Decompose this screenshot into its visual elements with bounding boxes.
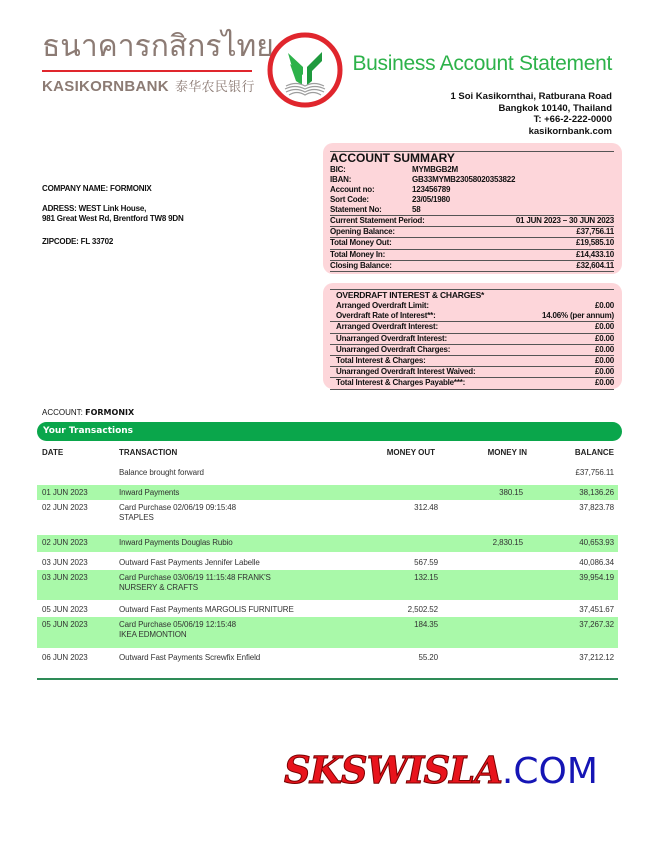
bank-address <box>450 91 612 137</box>
account-summary-content <box>330 151 614 272</box>
transaction-balance: 37,823.78 <box>579 503 614 512</box>
account-label: ACCOUNT: FORMONIX <box>42 408 135 417</box>
transaction-money-out: 312.48 <box>414 503 438 512</box>
account-name: FORMONIX <box>85 408 135 417</box>
transaction-balance: 39,954.19 <box>579 573 614 582</box>
phone-line: T: +66-2-222-0000 <box>533 114 612 126</box>
website-line: kasikornbank.com <box>528 125 612 137</box>
transaction-money-out: 184.35 <box>414 620 438 629</box>
transaction-row <box>37 535 618 552</box>
opening-balance-row: Opening Balance: £37,756.11 <box>330 227 614 238</box>
total-money-in-row: Total Money In: £14,433.10 <box>330 250 614 261</box>
closing-balance-row: Closing Balance: £32,604.11 <box>330 261 614 272</box>
transaction-description <box>119 538 233 548</box>
transaction-date: 05 JUN 2023 <box>42 620 88 629</box>
summary-detail-row: BIC: MYMBGB2M <box>330 165 458 174</box>
transaction-balance: £37,756.11 <box>575 468 614 477</box>
transaction-money-out: 132.15 <box>414 573 438 582</box>
overdraft-title: OVERDRAFT INTEREST & CHARGES* <box>336 290 485 300</box>
summary-detail-row: IBAN: GB33MYMB23058020353822 <box>330 175 516 184</box>
transaction-date: 02 JUN 2023 <box>42 538 88 547</box>
address-line: 1 Soi Kasikornthai, Ratburana Road <box>450 91 612 102</box>
transaction-date: 01 JUN 2023 <box>42 488 88 497</box>
transaction-date: 06 JUN 2023 <box>42 653 88 662</box>
transaction-date: 03 JUN 2023 <box>42 573 88 582</box>
transaction-date: 02 JUN 2023 <box>42 503 88 512</box>
transactions-header-bar <box>37 422 622 441</box>
company-address <box>42 204 184 224</box>
description-line-1: Card Purchase 05/06/19 12:15:48 <box>119 620 236 629</box>
overdraft-row: Unarranged Overdraft Charges: £0.00 <box>330 345 614 356</box>
description-line-1: Inward Payments Douglas Rubio <box>119 538 233 547</box>
overdraft-row: Unarranged Overdraft Interest: £0.00 <box>330 334 614 345</box>
description-line-1: Outward Fast Payments Screwfix Enfield <box>119 653 261 662</box>
logo-divider <box>42 70 252 72</box>
transaction-balance: 38,136.26 <box>579 488 614 497</box>
transaction-row <box>37 555 618 569</box>
transaction-money-in: 2,830.15 <box>492 538 523 547</box>
summary-detail-row: Statement No: 58 <box>330 205 614 216</box>
description-line-1: Card Purchase 03/06/19 11:15:48 FRANK'S <box>119 573 271 582</box>
overdraft-row: Total Interest & Charges: £0.00 <box>330 356 614 367</box>
watermark <box>284 748 598 792</box>
transaction-description <box>119 503 236 522</box>
overdraft-content <box>330 289 614 390</box>
transaction-balance: 37,267.32 <box>579 620 614 629</box>
overdraft-box <box>323 283 622 389</box>
account-summary-title: ACCOUNT SUMMARY <box>330 151 455 165</box>
column-header-balance: BALANCE <box>574 448 614 457</box>
transaction-date: 05 JUN 2023 <box>42 605 88 614</box>
transaction-description <box>119 558 260 568</box>
transactions-title: Your Transactions <box>43 426 134 436</box>
bank-name-latin: KASIKORNBANK <box>42 78 169 95</box>
description-line-2: IKEA EDMONTION <box>119 629 187 639</box>
transaction-money-in: 380.15 <box>499 488 523 497</box>
transaction-balance: 37,451.67 <box>579 605 614 614</box>
transaction-row <box>37 617 618 648</box>
transaction-money-out: 2,502.52 <box>407 605 438 614</box>
transaction-row <box>37 650 618 666</box>
transaction-balance: 40,653.93 <box>579 538 614 547</box>
transaction-date: 03 JUN 2023 <box>42 558 88 567</box>
transaction-row <box>37 602 618 617</box>
transaction-row <box>37 570 618 600</box>
column-header-money-in: MONEY IN <box>487 448 527 457</box>
transaction-row <box>37 500 618 530</box>
description-line-2: STAPLES <box>119 512 154 522</box>
transaction-description <box>119 605 294 615</box>
company-zipcode: ZIPCODE: FL 33702 <box>42 237 114 246</box>
description-line-1: Balance brought forward <box>119 468 204 477</box>
column-header-money-out: MONEY OUT <box>386 448 435 457</box>
transaction-money-out: 55.20 <box>418 653 438 662</box>
description-line-1: Card Purchase 02/06/19 09:15:48 <box>119 503 236 512</box>
kasikorn-leaf-emblem-icon <box>266 31 344 109</box>
company-name: COMPANY NAME: FORMONIX <box>42 184 152 193</box>
overdraft-row: Arranged Overdraft Interest: £0.00 <box>330 322 614 333</box>
table-end-divider <box>37 678 618 680</box>
description-line-2: NURSERY & CRAFTS <box>119 582 199 592</box>
transaction-balance: 37,212.12 <box>579 653 614 662</box>
bank-thai-name: ธนาคารกสิกรไทย <box>42 29 274 64</box>
transaction-description <box>119 573 271 592</box>
description-line-1: Inward Payments <box>119 488 180 497</box>
overdraft-row: Arranged Overdraft Limit: £0.00 <box>336 301 614 310</box>
summary-detail-row: Account no: 123456789 <box>330 185 451 194</box>
bank-name-chinese: 泰华农民银行 <box>174 80 255 95</box>
transaction-row <box>37 465 618 481</box>
transaction-row <box>37 485 618 500</box>
description-line-1: Outward Fast Payments Jennifer Labelle <box>119 558 260 567</box>
bank-english-name <box>42 76 255 95</box>
statement-period-row: Current Statement Period: 01 JUN 2023 – 30 JUN 2023 <box>330 216 614 227</box>
statement-title: Business Account Statement <box>352 52 612 75</box>
address-line-1: ADRESS: WEST Link House, <box>42 204 147 213</box>
transaction-balance: 40,086.34 <box>579 558 614 567</box>
column-header-transaction: TRANSACTION <box>119 448 178 457</box>
summary-detail-row: Sort Code: 23/05/1980 <box>330 195 451 204</box>
transaction-description <box>119 488 179 498</box>
transaction-description <box>119 468 204 478</box>
description-line-1: Outward Fast Payments MARGOLIS FURNITURE <box>119 605 294 614</box>
overdraft-row: Unarranged Overdraft Interest Waived: £0.00 <box>330 367 614 378</box>
transaction-money-out: 567.59 <box>414 558 438 567</box>
watermark-red-text: SKSWISLA <box>284 748 502 792</box>
overdraft-row: Total Interest & Charges Payable***: £0.00 <box>330 378 614 389</box>
transaction-description <box>119 653 260 663</box>
account-summary-box <box>323 143 622 274</box>
column-header-date: DATE <box>42 448 64 457</box>
total-money-out-row: Total Money Out: £19,585.10 <box>330 238 614 249</box>
address-line-2: 981 Great West Rd, Brentford TW8 9DN <box>42 214 184 223</box>
transaction-description <box>119 620 236 639</box>
address-line: Bangkok 10140, Thailand <box>498 102 612 114</box>
watermark-blue-text: .COM <box>501 751 598 792</box>
overdraft-row: Overdraft Rate of Interest**: 14.06% (per annum) <box>330 311 614 322</box>
